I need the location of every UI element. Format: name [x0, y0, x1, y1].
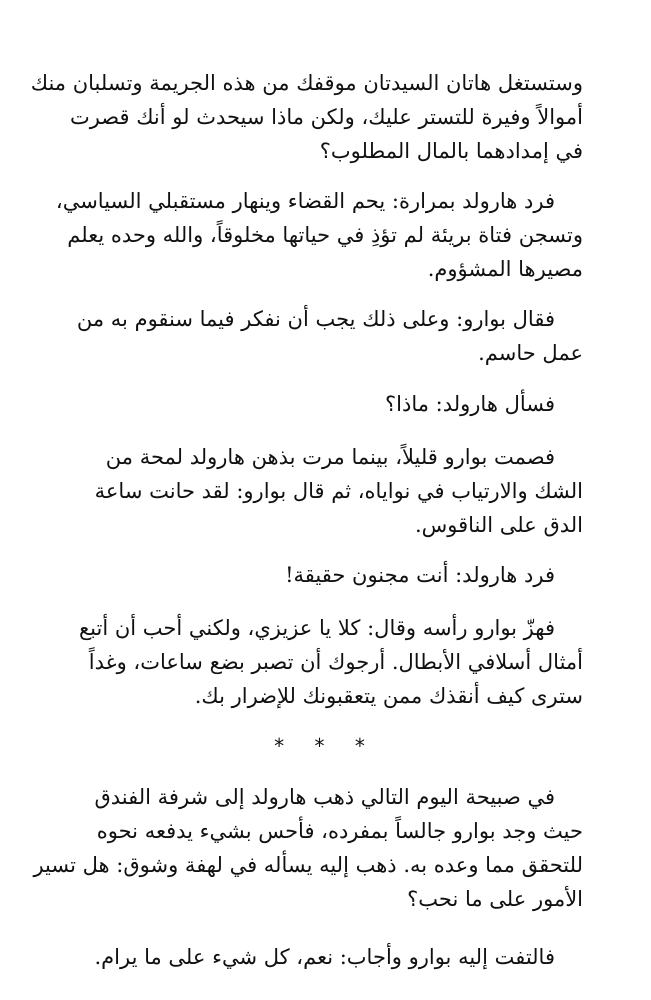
- text-line: عمل حاسم.: [478, 341, 583, 365]
- text-line: في صبيحة اليوم التالي ذهب هارولد إلى شرفة الفندق: [94, 785, 555, 809]
- text-line: فرد هارولد بمرارة: يحم القضاء وينهار مستقبلي السياسي،: [55, 189, 555, 213]
- text-line: أموالاً وفيرة للتستر عليك، ولكن ماذا سيحدث لو أنك قصرت: [69, 105, 583, 129]
- paragraph-6: [73, 558, 583, 592]
- text-line: فالتفت إليه بوارو وأجاب: نعم، كل شيء على ما يرام.: [94, 945, 555, 969]
- text-line: وستستغل هاتان السيدتان موقفك من هذه الجريمة وتسلبان منك: [30, 71, 583, 95]
- text-line: فصمت بوارو قليلاً، بينما مرت بذهن هارولد لمحة من: [105, 445, 555, 469]
- paragraph-7: [73, 611, 583, 713]
- text-line: الشك والارتياب في نواياه، ثم قال بوارو: لقد حانت ساعة: [94, 479, 583, 503]
- text-line: للتحقق مما وعده به. ذهب إليه يسأله في لهفة وشوق: هل تسير: [33, 853, 583, 877]
- text-line: فرد هارولد: أنت مجنون حقيقة!: [285, 563, 555, 587]
- paragraph-9: [73, 940, 583, 974]
- text-line: أمثال أسلافي الأبطال. أرجوك أن تصبر بضع ساعات، وغداً: [88, 650, 583, 674]
- text-line: مصيرها المشؤوم.: [427, 257, 583, 281]
- paragraph-1: [30, 66, 583, 168]
- text-line: حيث وجد بوارو جالساً بمفرده، فأحس بشيء يدفعه نحوه: [96, 819, 583, 843]
- paragraph-2: [55, 184, 583, 286]
- text-line: الأمور على ما نحب؟: [407, 887, 583, 911]
- section-separator: * * *: [274, 734, 377, 758]
- paragraph-5: [73, 440, 583, 542]
- paragraph-8: [33, 780, 583, 916]
- paragraph-4: [73, 387, 583, 421]
- text-line: الدق على الناقوس.: [414, 513, 583, 537]
- text-line: في إمدادهما بالمال المطلوب؟: [319, 139, 583, 163]
- text-line: فهزّ بوارو رأسه وقال: كلا يا عزيزي، ولكني أحب أن أتبع: [78, 616, 555, 640]
- text-line: وتسجن فتاة بريئة لم تؤذِ في حياتها مخلوقاً، والله وحده يعلم: [67, 223, 583, 247]
- text-line: فقال بوارو: وعلى ذلك يجب أن نفكر فيما سنقوم به من: [76, 307, 555, 331]
- text-line: سترى كيف أنقذك ممن يتعقبونك للإضرار بك.: [194, 684, 583, 708]
- paragraph-3: [73, 302, 583, 370]
- text-line: فسأل هارولد: ماذا؟: [384, 392, 555, 416]
